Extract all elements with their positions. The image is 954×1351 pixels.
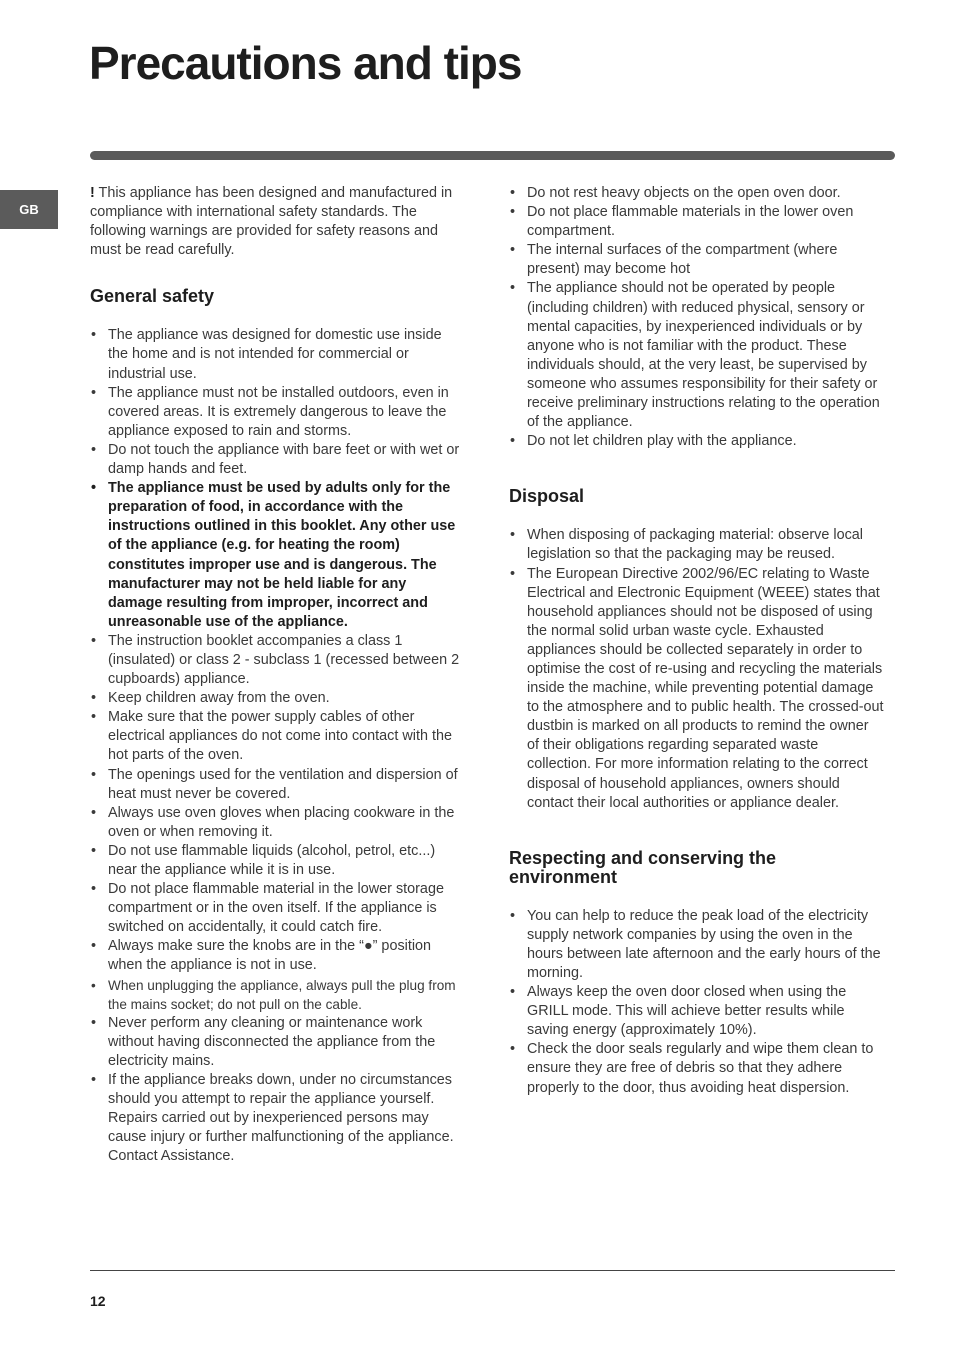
list-item: • Check the door seals regularly and wipe them clean to ensure they are free of debris so that they adhere properly to the door, thus avoiding heat dispersion. [509,1040,884,1097]
right-column [509,184,884,1098]
list-item: • The appliance must be used by adults only for the preparation of food, in accordance with the instructions outlined in this booklet. Any other use of the appliance (e.g. for heating the room) constitutes improper use and is dangerous. The manufacturer may not be held liable for any damage resulting from improper, incorrect and unreasonable use of the appliance. [90,479,462,632]
list-item: • When disposing of packaging material: observe local legislation so that the packaging may be reused. [509,526,884,564]
disposal-heading: Disposal [509,486,585,507]
footer-divider [90,1270,895,1271]
environment-heading: Respecting and conserving the environment [509,847,777,887]
list-item: • The appliance must not be installed outdoors, even in covered areas. It is extremely dangerous to leave the appliance exposed to rain and storms. [90,384,462,441]
list-item: • The European Directive 2002/96/EC relating to Waste Electrical and Electronic Equipment (WEEE) states that household appliances should not be disposed of using the normal solid urban waste cycle. Exhausted appliances should be collected separately in order to optimise the cost of re-using and recycling the materials inside the machine, while preventing potential damage to the atmosphere and to public health. The crossed-out dustbin is marked on all products to remind the owner of their obligations regarding separated waste collection. For more information relating to the correct disposal of household appliances, owners should contact their local authorities or appliance dealer. [509,565,884,813]
list-item: • Do not use flammable liquids (alcohol, petrol, etc...) near the appliance while it is in use. [90,842,462,880]
list-item: • Do not rest heavy objects on the open oven door. [509,184,884,203]
intro-paragraph [90,184,462,260]
list-item: • Do not touch the appliance with bare feet or with wet or damp hands and feet. [90,441,462,479]
list-item: • You can help to reduce the peak load of the electricity supply network companies by using the oven in the hours between late afternoon and the early hours of the morning. [509,907,884,983]
list-item: • The instruction booklet accompanies a class 1 (insulated) or class 2 - subclass 1 (recessed between 2 cupboards) appliance. [90,632,462,689]
list-item: • The appliance should not be operated by people (including children) with reduced physical, sensory or mental capacities, by inexperienced individuals or by anyone who is not familiar with the product. These individuals should, at the very least, be supervised by someone who assumes responsibility for their safety or receive preliminary instructions relating to the operation of the appliance. [509,279,884,432]
title-divider [90,151,895,160]
page-title: Precautions and tips [89,37,522,89]
left-column [90,184,462,1167]
more-safety-list [509,184,884,451]
disposal-list [509,526,884,812]
list-item: • Do not place flammable materials in the lower oven compartment. [509,203,884,241]
general-safety-list [90,326,462,1166]
list-item: • Do not let children play with the appliance. [509,432,884,451]
environment-list [509,907,884,1098]
list-item: • If the appliance breaks down, under no circumstances should you attempt to repair the appliance yourself. Repairs carried out by inexperienced persons may cause injury or further malfunctioning of the appliance. Contact Assistance. [90,1071,462,1166]
intro-text: This appliance has been designed and manufactured in compliance with international safety standards. The following warnings are provided for safety reasons and must be read carefully. [90,185,453,259]
language-tab: GB [0,190,58,229]
list-item: • Do not place flammable material in the lower storage compartment or in the oven itself. If the appliance is switched on accidentally, it could catch fire. [90,880,462,937]
list-item: • When unplugging the appliance, always pull the plug from the mains socket; do not pull on the cable. [90,976,462,1014]
general-safety-heading: General safety [90,286,215,307]
page-number: 12 [90,1293,106,1309]
list-item: • The openings used for the ventilation and dispersion of heat must never be covered. [90,766,462,804]
list-item: • Never perform any cleaning or maintenance work without having disconnected the appliance from the electricity mains. [90,1014,462,1071]
list-item: • Always make sure the knobs are in the “●” position when the appliance is not in use. [90,937,462,975]
list-item: • Make sure that the power supply cables of other electrical appliances do not come into contact with the hot parts of the oven. [90,708,462,765]
list-item: • The appliance was designed for domestic use inside the home and is not intended for commercial or industrial use. [90,326,462,383]
list-item: • Keep children away from the oven. [90,689,462,708]
list-item: • The internal surfaces of the compartment (where present) may become hot [509,241,884,279]
list-item: • Always use oven gloves when placing cookware in the oven or when removing it. [90,804,462,842]
list-item: • Always keep the oven door closed when using the GRILL mode. This will achieve better results while saving energy (approximately 10%). [509,983,884,1040]
warning-mark: ! [90,185,95,201]
